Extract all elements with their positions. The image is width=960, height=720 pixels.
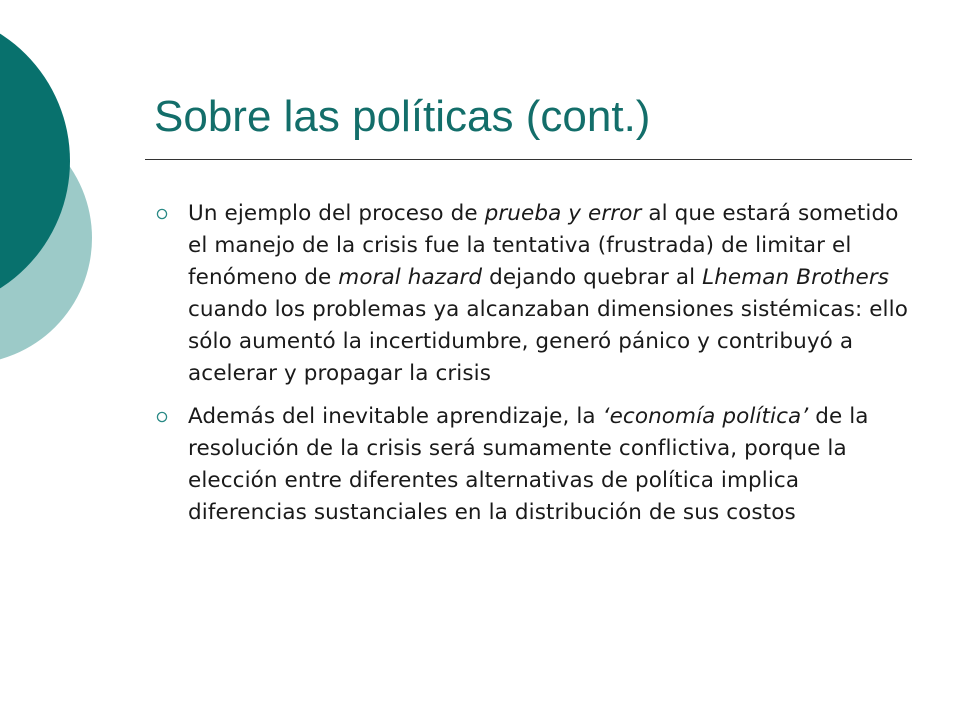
bullet-text-segment: Un ejemplo del proceso de bbox=[188, 201, 485, 226]
bullet-text-segment-italic: moral hazard bbox=[338, 265, 483, 290]
bullet-text bbox=[188, 404, 869, 525]
bullet-item bbox=[156, 198, 916, 390]
bullet-text-segment: dejando quebrar al bbox=[482, 265, 703, 290]
bullet-text-segment: Además del inevitable aprendizaje, la bbox=[188, 404, 603, 429]
bullet-item bbox=[156, 401, 916, 529]
bullet-text-segment: de la resolución de la crisis será sumamente conflictiva, porque la elección entre diferentes alternativas de política implica diferencias sustanciales en la distribución de sus costos bbox=[188, 404, 869, 525]
bullet-text-segment: al que estará sometido el manejo de la crisis fue la tentativa (frustrada) de limitar el fenómeno de bbox=[188, 201, 899, 290]
title-divider bbox=[145, 159, 912, 160]
bullet-text-segment: cuando los problemas ya alcanzaban dimensiones sistémicas: ello sólo aumentó la incertidumbre, generó pánico y contribuyó a acelerar y propagar la crisis bbox=[188, 297, 908, 386]
bullet-text-segment-italic: prueba y error bbox=[484, 201, 642, 226]
hollow-circle-icon bbox=[156, 208, 168, 220]
bullet-text-segment-italic: Lheman Brothers bbox=[702, 265, 890, 290]
hollow-circle-icon bbox=[156, 411, 168, 423]
bullet-list bbox=[156, 198, 916, 540]
bullet-text bbox=[188, 201, 908, 386]
slide-title: Sobre las políticas (cont.) bbox=[154, 92, 651, 141]
bullet-text-segment-italic: ‘economía política’ bbox=[602, 404, 809, 429]
